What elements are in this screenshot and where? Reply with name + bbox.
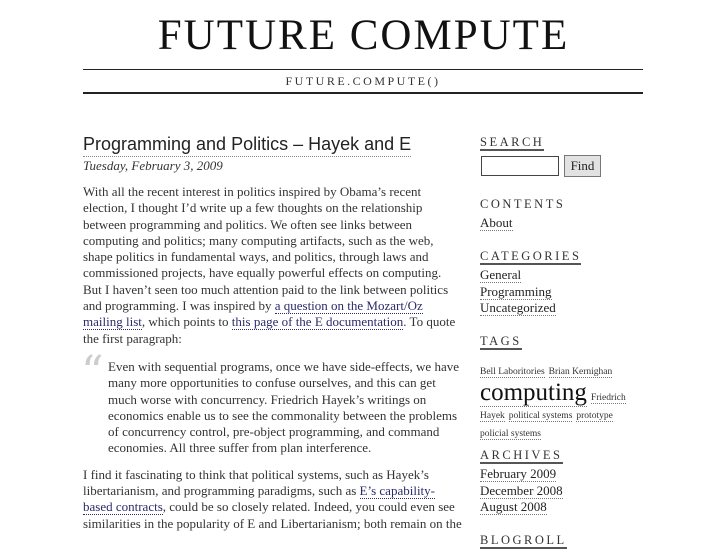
contents-title: CONTENTS [480,197,566,211]
text: With all the recent interest in politics inspired by Obama’s recent election, I thought I’d write up a few thoughts on the relationship between programming and politics. We often see links between computing and politics; many computing artifacts, such as the web, shape politics in fundamental ways, and politics, through laws and commissioned projects, have equally powerful effects on computing. But I haven’t seen too much attention paid to the link between politics and programming. I was inspired by [83,184,449,314]
e-capability-contracts-link[interactable]: E’s capability-based contracts [83,483,435,515]
tag-prototype[interactable]: prototype [576,411,613,421]
category-general[interactable]: General [480,267,522,282]
tag-friedrich-hayek[interactable]: Friedrich Hayek [480,393,626,421]
tag-bell-laboritories[interactable]: Bell Laboritories [480,367,545,377]
quote-text: Even with sequential programs, once we have side-effects, we have many more opportunities to confuse ourselves, and this can get much worse with concurrency. Friedrich Hayek’s writings on economics enable us to see the commonality between the problems of concurrency control, pre-object programming, and command economies. All three suffer from plan interference. [108,358,459,456]
categories-title: CATEGORIES [480,249,582,263]
archives-widget [480,446,563,516]
archive-february-2009[interactable]: February 2009 [480,466,557,481]
mozart-oz-mailing-list-link[interactable]: a question on the Mozart/Oz mailing list [83,298,423,330]
e-documentation-link[interactable]: this page of the E documentation [231,314,404,330]
category-uncategorized[interactable]: Uncategorized [480,300,556,315]
category-programming[interactable]: Programming [480,283,552,299]
post-paragraph-1 [83,184,463,347]
post-body [83,184,463,532]
tag-political-systems[interactable]: political systems [508,411,573,421]
tags-title: TAGS [480,334,522,348]
text: , could be so closely related. Indeed, you could even see similarities in the popularity of E and Libertarianism; both remain on the [83,499,462,531]
text: . To quote the first paragraph: [83,314,456,346]
post [83,132,463,532]
search-title: SEARCH [480,135,545,149]
find-button[interactable]: Find [564,155,601,177]
tag-policial-systems[interactable]: policial systems [480,429,541,439]
header-rule-top [83,69,643,70]
post-title[interactable]: Programming and Politics – Hayek and E [83,132,411,157]
archive-august-2008[interactable]: August 2008 [480,499,547,514]
contents-item-about[interactable]: About [480,215,513,230]
blogroll-widget [480,531,567,549]
site-title[interactable]: FUTURE COMPUTE [157,12,570,59]
tag-computing[interactable]: computing [480,379,587,406]
search-widget [480,133,601,177]
search-input[interactable] [481,156,559,176]
tag-brian-kernighan[interactable]: Brian Kernighan [548,367,613,377]
categories-widget [480,247,581,317]
blogroll-title: BLOGROLL [480,533,567,547]
text: , which points to [141,314,232,330]
tag-cloud [480,362,645,442]
quote-mark-icon: “ [81,346,104,398]
post-date: Tuesday, February 3, 2009 [83,158,223,173]
blockquote [81,346,463,457]
tags-widget [480,332,645,442]
contents-widget [480,195,565,232]
post-paragraph-2 [83,467,463,532]
archives-title: ARCHIVES [480,448,563,462]
text: I find it fascinating to think that political systems, such as Hayek’s libertarianism, and programming paradigms, such as [83,466,429,499]
archive-december-2008[interactable]: December 2008 [480,482,563,498]
header-rule-bottom [83,92,643,94]
site-tagline: FUTURE.COMPUTE() [285,74,441,88]
